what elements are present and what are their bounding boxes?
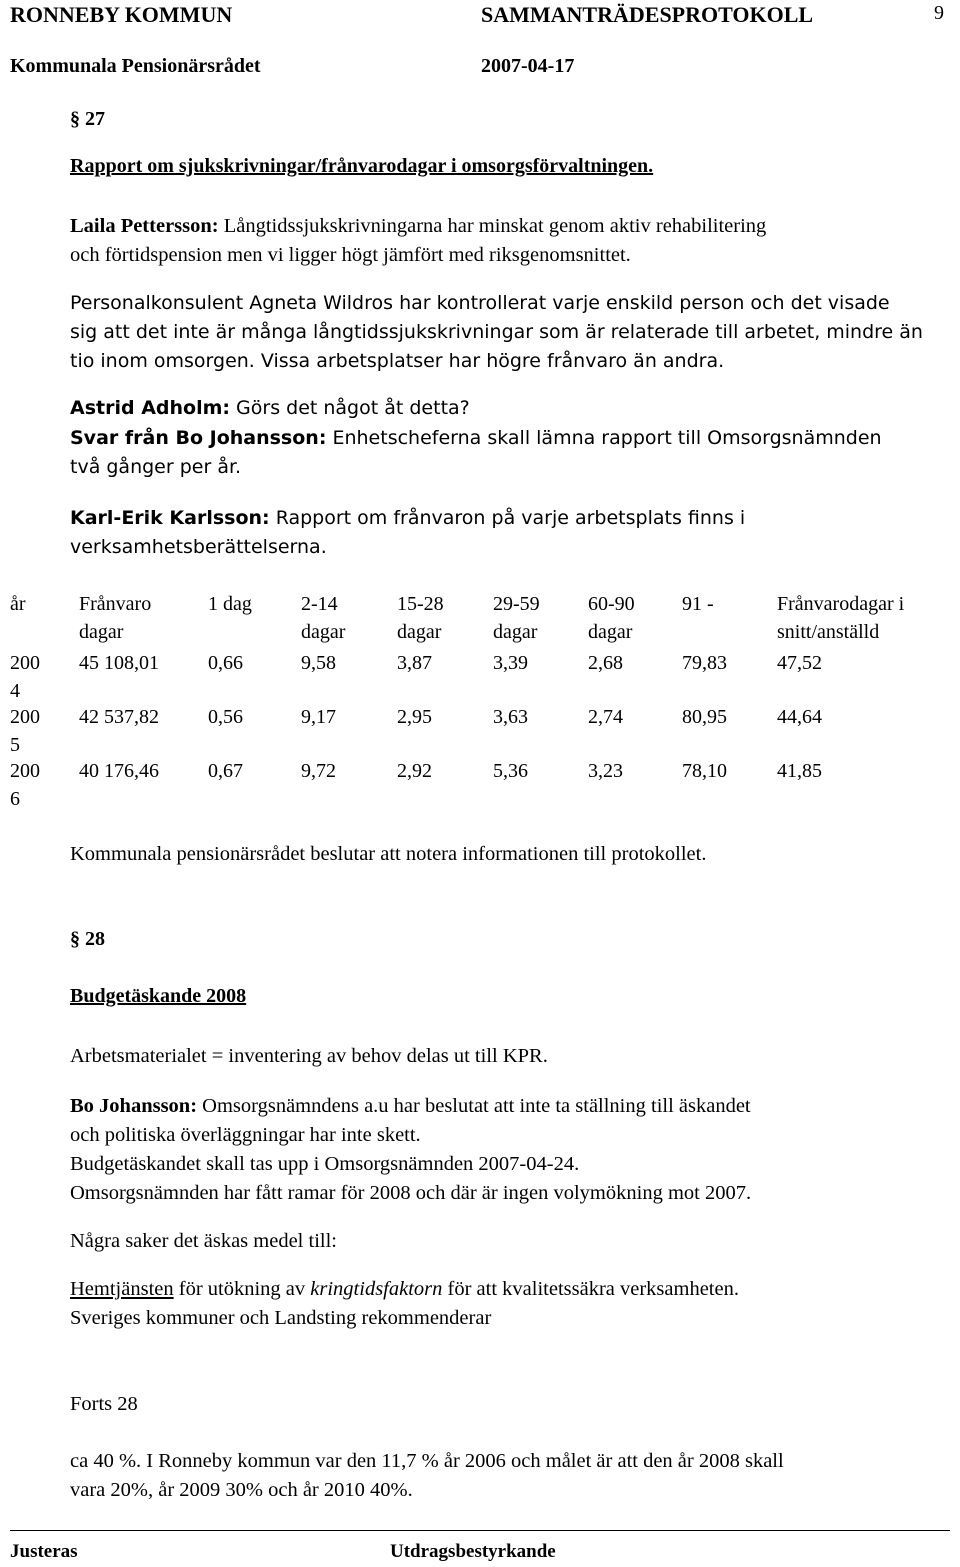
- table-cell: 3,23: [588, 760, 623, 782]
- header-cell-91-plus: 91 -: [682, 593, 714, 615]
- speaker-karl-erik: Karl-Erik Karlsson:: [70, 507, 270, 529]
- footer-utdragsbestyrkande: Utdragsbestyrkande: [390, 1541, 556, 1562]
- s28-paragraph-1: Arbetsmaterialet = inventering av behov delas ut till KPR.: [70, 1045, 548, 1067]
- hemtjansten-term: Hemtjänsten: [70, 1278, 174, 1300]
- header-cell-15-28: 15-28 dagar: [397, 593, 444, 643]
- table-cell: 0,66: [208, 652, 243, 674]
- s27-decision: Kommunala pensionärsrådet beslutar att notera informationen till protokollet.: [70, 843, 707, 865]
- header-cell-avg-per-employee: Frånvarodagar i snitt/anställd: [777, 593, 905, 643]
- s27-paragraph-4: Svar från Bo Johansson: Enhetscheferna skall lämna rapport till Omsorgsnämnden två gånger per år.: [70, 427, 882, 478]
- section-27-title: Rapport om sjukskrivningar/frånvarodagar i omsorgsförvaltningen.: [70, 155, 654, 177]
- speaker-laila: Laila Pettersson:: [70, 215, 219, 237]
- table-row-year: 200 5: [10, 706, 40, 756]
- table-cell: 3,63: [493, 706, 528, 728]
- table-cell: 47,52: [777, 652, 822, 674]
- table-cell: 41,85: [777, 760, 822, 782]
- table-cell: 9,17: [301, 706, 336, 728]
- s28-paragraph-3: Några saker det äskas medel till:: [70, 1230, 337, 1252]
- table-cell: 40 176,46: [79, 760, 159, 782]
- doc-type: SAMMANTRÄDESPROTOKOLL: [481, 2, 814, 27]
- header-cell-29-59: 29-59 dagar: [493, 593, 540, 643]
- table-cell: 80,95: [682, 706, 727, 728]
- table-cell: 2,68: [588, 652, 623, 674]
- section-27-number: § 27: [70, 108, 105, 130]
- s28-paragraph-5: ca 40 %. I Ronneby kommun var den 11,7 % år 2006 och målet är att den år 2008 skall vara 20%, år 2009 30% och år 2010 40%.: [70, 1450, 784, 1501]
- s27-paragraph-5: Karl-Erik Karlsson: Rapport om frånvaron på varje arbetsplats finns i verksamhetsberättelserna.: [70, 507, 746, 558]
- table-cell: 0,67: [208, 760, 243, 782]
- table-row-year: 200 4: [10, 652, 40, 702]
- table-cell: 2,95: [397, 706, 432, 728]
- absence-table: [10, 590, 955, 830]
- table-cell: 0,56: [208, 706, 243, 728]
- table-cell: 9,72: [301, 760, 336, 782]
- table-cell: 2,74: [588, 706, 623, 728]
- council-name: Kommunala Pensionärsrådet: [10, 55, 261, 77]
- table-cell: 78,10: [682, 760, 727, 782]
- s28-paragraph-2: Bo Johansson: Omsorgsnämndens a.u har beslutat att inte ta ställning till äskandet och politiska överläggningar har inte skett. Budgetäskandet skall tas upp i Omsorgsnämnden 2007-04-24. Omsorgsnämnden har fått ramar för 2008 och där är ingen volymökning mot 2007.: [70, 1095, 752, 1204]
- s28-paragraph-4: Hemtjänsten för utökning av kringtidsfaktorn för att kvalitetssäkra verksamheten. Sveriges kommuner och Landsting rekommenderar: [70, 1278, 739, 1329]
- page-number: 9: [934, 2, 944, 24]
- footer-divider: [10, 1530, 950, 1531]
- table-cell: 3,39: [493, 652, 528, 674]
- table-cell: 9,58: [301, 652, 336, 674]
- table-cell: 2,92: [397, 760, 432, 782]
- continuation-label: Forts 28: [70, 1393, 138, 1415]
- speaker-bo: Svar från Bo Johansson:: [70, 427, 327, 449]
- table-cell: 45 108,01: [79, 652, 159, 674]
- org-name: RONNEBY KOMMUN: [10, 2, 233, 27]
- table-cell: 42 537,82: [79, 706, 159, 728]
- speaker-astrid: Astrid Adholm:: [70, 397, 230, 419]
- kringtidsfaktorn-term: kringtidsfaktorn: [310, 1278, 443, 1300]
- meeting-date: 2007-04-17: [481, 55, 575, 77]
- header-cell-60-90: 60-90 dagar: [588, 593, 635, 643]
- header-cell-2-14: 2-14 dagar: [301, 593, 346, 643]
- table-cell: 79,83: [682, 652, 727, 674]
- header-cell-year: år: [10, 593, 26, 615]
- section-28-number: § 28: [70, 928, 105, 950]
- footer-justeras: Justeras: [10, 1541, 78, 1562]
- speaker-bo-johansson: Bo Johansson:: [70, 1095, 198, 1117]
- section-28-title: Budgetäskande 2008: [70, 985, 247, 1007]
- header-cell-absence-days: Frånvaro dagar: [79, 593, 152, 643]
- table-cell: 3,87: [397, 652, 432, 674]
- table-row-year: 200 6: [10, 760, 40, 810]
- table-cell: 44,64: [777, 706, 822, 728]
- header-cell-1-day: 1 dag: [208, 593, 252, 615]
- s27-paragraph-2: Personalkonsulent Agneta Wildros har kontrollerat varje enskild person och det visade sig att det inte är många långtidssjukskrivningar som är relaterade till arbetet, mindre än tio inom omsorgen. Vissa arbetsplatser har högre frånvaro än andra.: [70, 292, 923, 372]
- s27-paragraph-3: Astrid Adholm: Görs det något åt detta?: [70, 397, 470, 419]
- s27-paragraph-1: Laila Pettersson: Långtidssjukskrivningarna har minskat genom aktiv rehabilitering och förtidspension men vi ligger högt jämfört med riksgenomsnittet.: [70, 215, 767, 266]
- table-cell: 5,36: [493, 760, 528, 782]
